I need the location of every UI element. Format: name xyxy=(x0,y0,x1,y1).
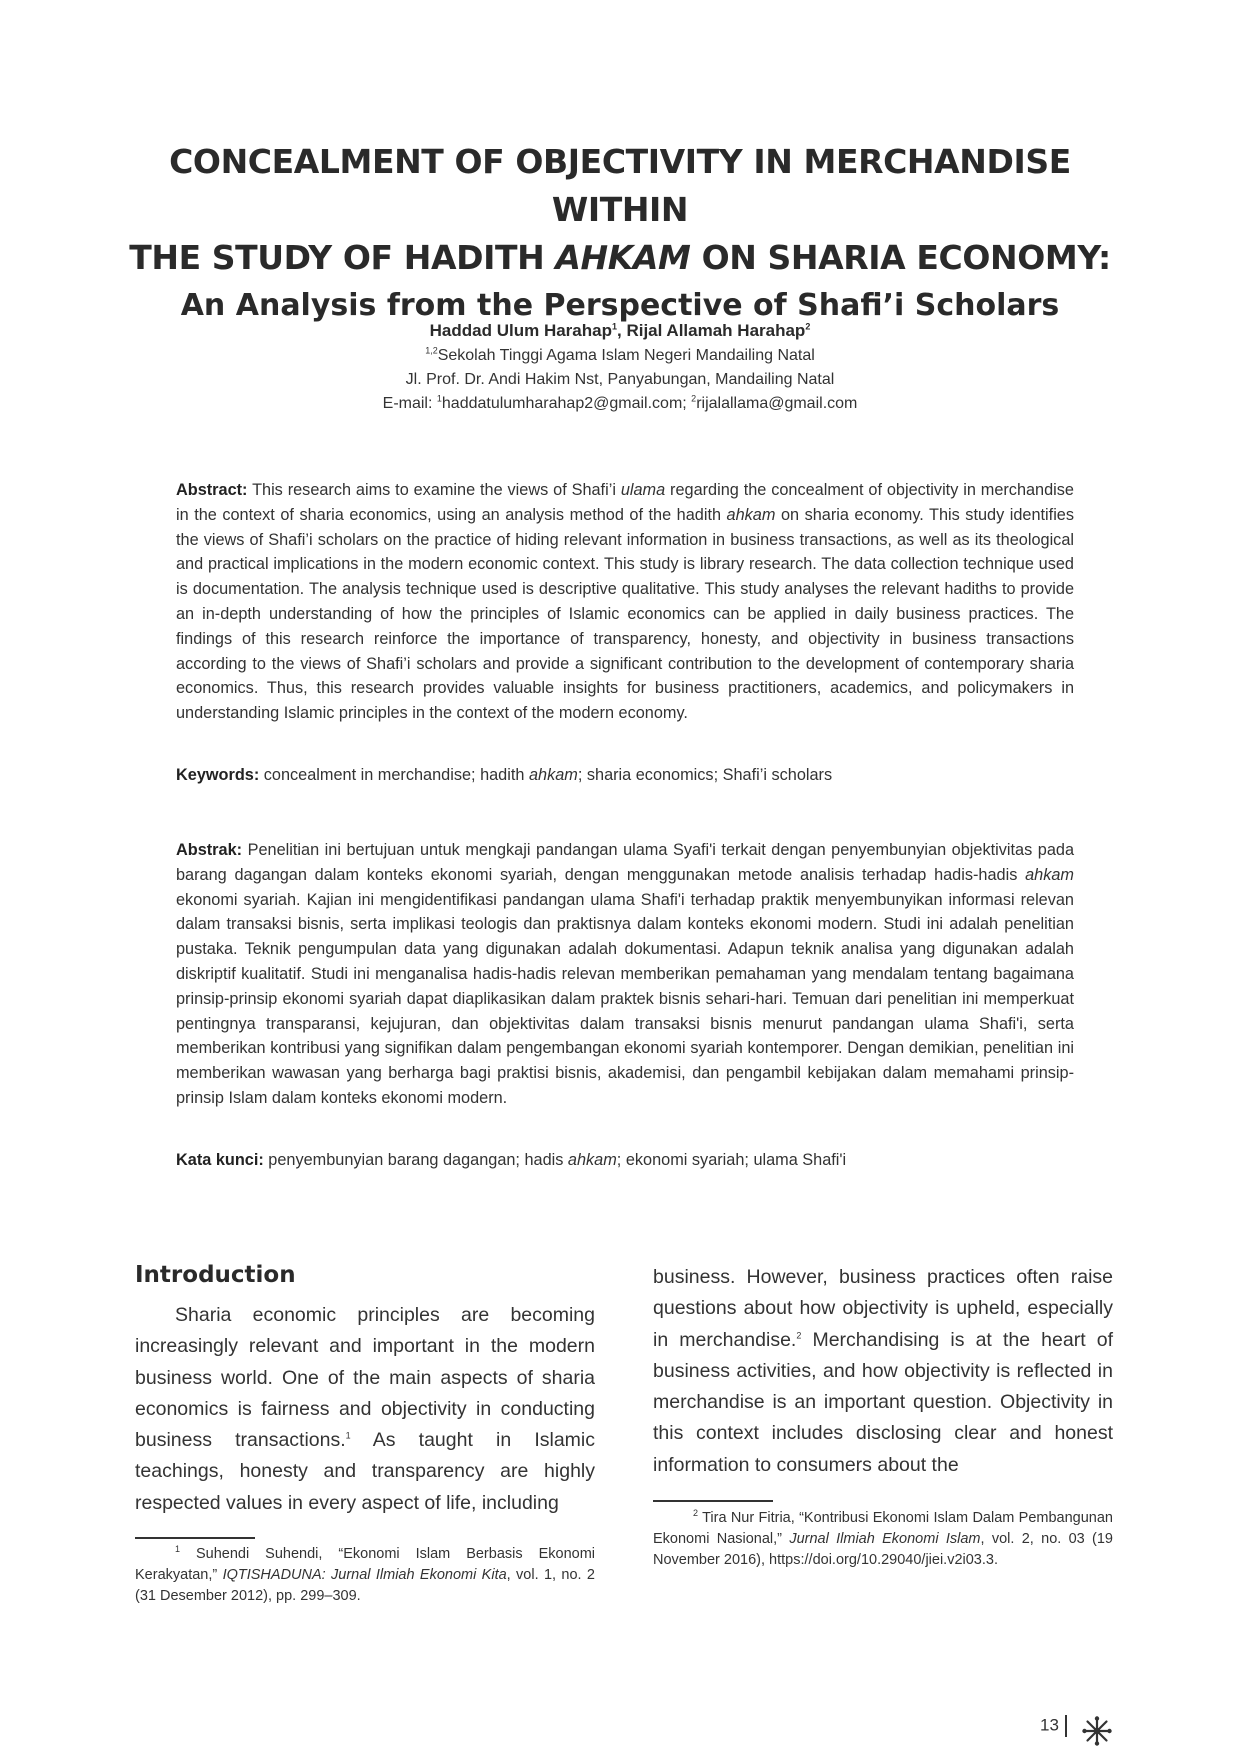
intro-left-column: Sharia economic principles are becoming increasingly relevant and important in the modern business world. One of the main aspects of sharia economics is fairness and objectivity in conducting business transactions.$^1$ As taught in Islamic teachings, honesty and transparency are highly respected values in every aspect of life, including xyxy=(135,1304,596,1514)
email-line: E-mail: $^1$haddatulumharahap2@gmail.com; $^2$rijalallama@gmail.com xyxy=(382,393,858,412)
title-subtitle: An Analysis from the Perspective of Shafi’i Scholars xyxy=(180,288,1060,323)
address: Jl. Prof. Dr. Andi Hakim Nst, Panyabungan, Mandailing Natal xyxy=(405,371,835,388)
page-number: 13 xyxy=(1040,1715,1067,1737)
snowflake-ornament-icon xyxy=(1082,1716,1112,1746)
intro-right-column: business. However, business practices often raise questions about how objectivity is upheld, especially in merchandise.$^2$ Merchandising is at the heart of business activities, and how objectivity is reflected in merchandise is an important question. Objectivity in this context includes disclosing clear and honest information to consumers about the xyxy=(653,1266,1113,1476)
footnote-rule-right xyxy=(653,1500,773,1502)
keywords-indonesian: Kata kunci: penyembunyian barang dagangan; hadis ahkam; ekonomi syariah; ulama Shafi'i xyxy=(176,1151,847,1169)
title-line-2: THE STUDY OF HADITH AHKAM ON SHARIA ECONOMY: xyxy=(129,238,1111,277)
author-block xyxy=(120,318,1120,416)
author-names: Haddad Ulum Harahap$^1$, Rijal Allamah Harahap$^2$ xyxy=(429,321,811,340)
footnote-1: $^1$ Suhendi Suhendi, “Ekonomi Islam Berbasis Ekonomi Kerakyatan,” IQTISHADUNA: Jurnal Ilmiah Ekonomi Kita, vol. 1, no. 2 (31 Desember 2012), pp. 299–309. xyxy=(135,1544,595,1604)
section-heading-introduction: Introduction xyxy=(135,1262,296,1288)
paper-title xyxy=(120,138,1120,330)
page-number-divider xyxy=(1065,1715,1067,1737)
affiliation: $^{1,2}$Sekolah Tinggi Agama Islam Negeri Mandailing Natal xyxy=(425,345,815,364)
footnote-2: $^2$ Tira Nur Fitria, “Kontribusi Ekonomi Islam Dalam Pembangunan Ekonomi Nasional,” Jurnal Ilmiah Ekonomi Islam, vol. 2, no. 03 (19 November 2016), https://doi.org/10.29040/jiei.v2i03.3. xyxy=(653,1508,1113,1568)
footnote-rule-left xyxy=(135,1537,255,1539)
keywords-english: Keywords: concealment in merchandise; hadith ahkam; sharia economics; Shafi’i scholars xyxy=(176,766,833,784)
title-line-1: CONCEALMENT OF OBJECTIVITY IN MERCHANDISE WITHIN xyxy=(169,142,1071,229)
abstract-english: Abstract: This research aims to examine the views of Shafi’i ulama regarding the concealment of objectivity in merchandise in the context of sharia economics, using an analysis method of the hadith ahkam on sharia economy. This study identifies the views of Shafi’i scholars on the practice of hiding relevant information in business transactions, as well as its theological and practical implications in the modern economic context. This study is library research. The data collection technique used is documentation. The analysis technique used is descriptive qualitative. This study analyses the relevant hadiths to provide an in-depth understanding of how the principles of Islamic economics can be applied in daily business practices. The findings of this research reinforce the importance of transparency, honesty, and objectivity in business transactions according to the views of Shafi’i scholars and provide a significant contribution to the development of contemporary sharia economics. Thus, this research provides valuable insights for business practitioners, academics, and policymakers in understanding Islamic principles in the context of the modern economy. xyxy=(176,481,1075,723)
abstract-indonesian: Abstrak: Penelitian ini bertujuan untuk mengkaji pandangan ulama Syafi'i terkait dengan penyembunyian objektivitas pada barang dagangan dalam konteks ekonomi syariah, dengan menggunakan metode analisis terhadap hadis-hadis ahkam ekonomi syariah. Kajian ini mengidentifikasi pandangan ulama Shafi'i terhadap praktik menyembunyikan informasi relevan dalam transaksi bisnis, serta implikasi teologis dan praktisnya dalam konteks ekonomi modern. Studi ini adalah penelitian pustaka. Teknik pengumpulan data yang digunakan adalah dokumentasi. Adapun teknik analisa yang digunakan adalah diskriptif kualitatif. Studi ini menganalisa hadis-hadis relevan memberikan pemahaman yang mendalam tentang bagaimana prinsip-prinsip ekonomi syariah dapat diaplikasikan dalam praktek bisnis sehari-hari. Temuan dari penelitian ini memperkuat pentingnya transparansi, kejujuran, dan objektivitas dalam transaksi bisnis menurut pandangan ulama Shafi'i, serta memberikan kontribusi yang signifikan dalam pengembangan ekonomi syariah kontemporer. Dengan demikian, penelitian ini memberikan wawasan yang berharga bagi praktisi bisnis, akademisi, dan pengambil kebijakan dalam memahami prinsip-prinsip Islam dalam konteks ekonomi modern. xyxy=(176,841,1074,1107)
